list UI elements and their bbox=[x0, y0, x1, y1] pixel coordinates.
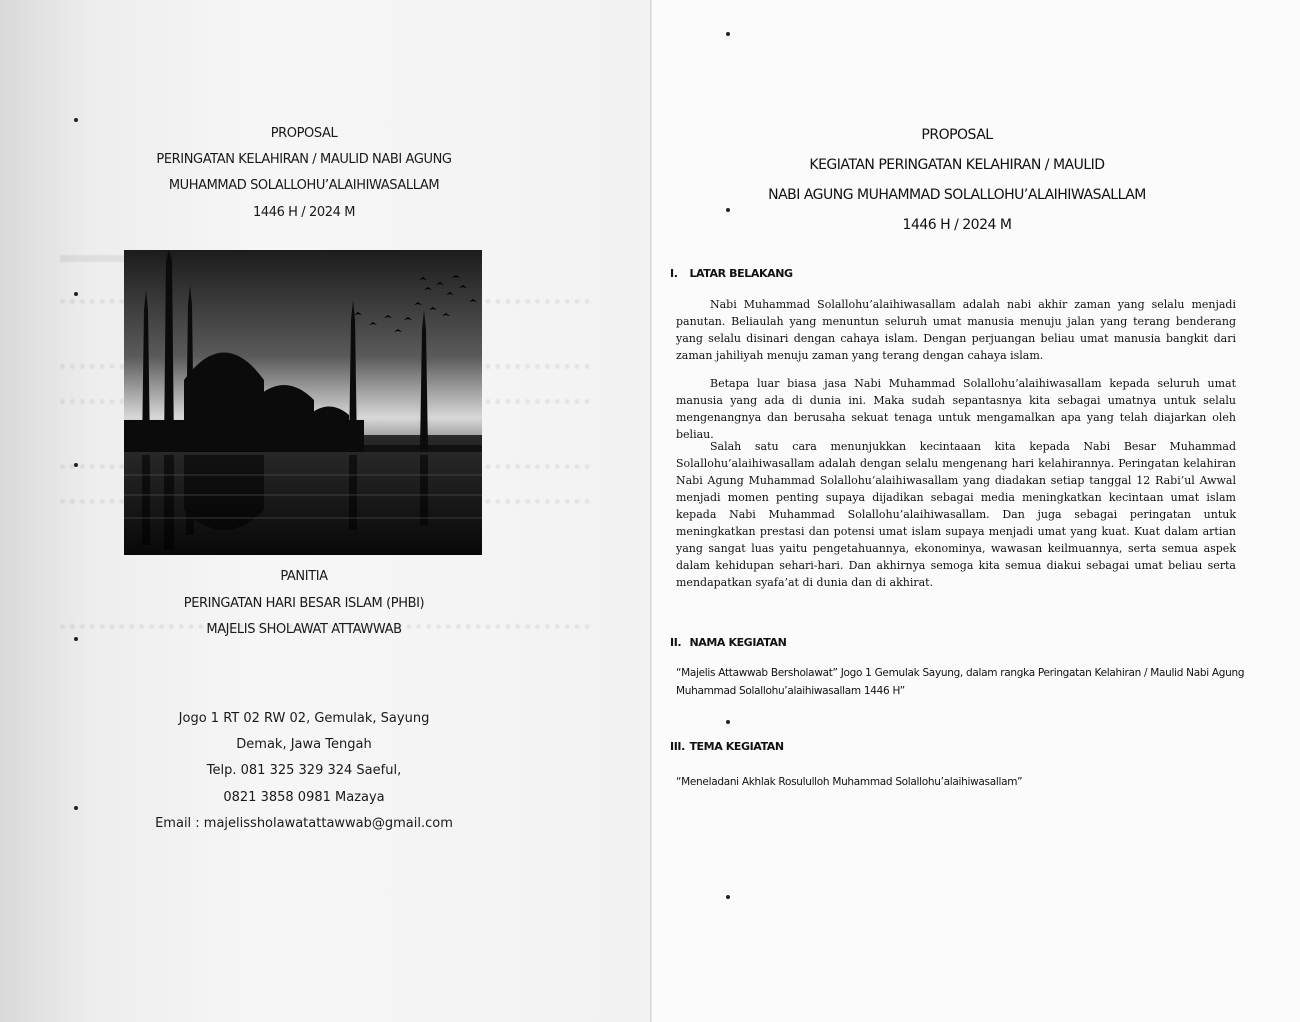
address-line-2: Demak, Jawa Tengah bbox=[236, 737, 372, 752]
proposal-title-1: PROPOSAL bbox=[921, 127, 993, 143]
background-paragraph-1: Nabi Muhammad Solallohu’alaihiwasallam adalah nabi akhir zaman yang selalu menjadi panutan. Beliaulah yang menuntun seluruh umat manusia menuju jalan yang terang benderang yang selalu disinari dengan cahaya islam. Dengan perjuangan beliau umat manusia bangkit dari zaman jahiliyah menuju zaman yang terang dengan cahaya islam. bbox=[676, 298, 1236, 362]
scan-dot bbox=[726, 895, 730, 899]
scan-dot bbox=[726, 720, 730, 724]
event-theme-text: “Meneladani Akhlak Rosululloh Muhammad Solallohu’alaihiwasallam” bbox=[676, 776, 1023, 788]
proposal-title-2: KEGIATAN PERINGATAN KELAHIRAN / MAULID bbox=[809, 157, 1105, 173]
scan-dot bbox=[74, 637, 78, 641]
phone-line-2: 0821 3858 0981 Mazaya bbox=[223, 790, 385, 805]
scan-dot bbox=[74, 806, 78, 810]
committee-line-3: MAJELIS SHOLAWAT ATTAWWAB bbox=[206, 622, 402, 637]
scan-dot bbox=[74, 292, 78, 296]
cover-title-2: PERINGATAN KELAHIRAN / MAULID NABI AGUNG bbox=[156, 152, 452, 167]
event-name-text: “Majelis Attawwab Bersholawat” Jogo 1 Gemulak Sayung, dalam rangka Peringatan Kelahiran / Maulid Nabi Agung Muhammad Solallohu’alaihiwasallam 1446 H” bbox=[676, 667, 1245, 697]
proposal-title-4: 1446 H / 2024 M bbox=[902, 217, 1012, 233]
scan-dot bbox=[74, 118, 78, 122]
section-heading-latar-belakang: I. LATAR BELAKANG bbox=[670, 267, 793, 280]
scan-dot bbox=[74, 463, 78, 467]
background-paragraph-2: Betapa luar biasa jasa Nabi Muhammad Solallohu’alaihiwasallam kepada seluruh umat manusia yang ada di dunia ini. Maka sudah sepantasnya kita sebagai umatnya untuk selalu mengenangnya dan berusaha sekuat tenaga untuk mengamalkan apa yang telah diajarkan oleh beliau. bbox=[676, 377, 1236, 441]
cover-title-3: MUHAMMAD SOLALLOHU’ALAIHIWASALLAM bbox=[168, 178, 440, 193]
committee-line-2: PERINGATAN HARI BESAR ISLAM (PHBI) bbox=[183, 596, 425, 611]
background-paragraph-3: Salah satu cara menunjukkan kecintaaan kita kepada Nabi Besar Muhammad Solallohu’alaihiwasallam adalah dengan selalu mengenang hari kelahirannya. Peringatan kelahiran Nabi Agung Muhammad Solallohu’alaihiwasallam yang diadakan setiap tanggal 12 Rabi’ul Awwal menjadi momen penting supaya dijadikan sebagai media meningkatkan kecintaan umat islam kepada Nabi Muhammad Solallohu’alaihiwasallam. Dan juga sebagai peringatan untuk meningkatkan prestasi dan potensi umat islam supaya menjadi umat yang kuat. Kuat dalam artian yang sangat luas yaitu pengetahuannya, ekonominya, wawasan keilmuannya, serta semua aspek dalam kehidupan sehari-hari. Dan akhirnya semoga kita semua diakui sebagai umat beliau serta mendapatkan syafa’at di dunia dan di akhirat. bbox=[676, 440, 1236, 589]
cover-title-4: 1446 H / 2024 M bbox=[252, 205, 356, 220]
scan-dot bbox=[726, 32, 730, 36]
section-heading-tema-kegiatan: III. TEMA KEGIATAN bbox=[670, 740, 784, 753]
mosque-silhouette-image bbox=[124, 250, 482, 555]
cover-title-1: PROPOSAL bbox=[270, 126, 338, 141]
scan-dot bbox=[726, 208, 730, 212]
email-line: Email : majelissholawatattawwab@gmail.com bbox=[155, 816, 453, 831]
content-page bbox=[652, 0, 1300, 1022]
phone-line-1: Telp. 081 325 329 324 Saeful, bbox=[206, 763, 402, 778]
proposal-title-3: NABI AGUNG MUHAMMAD SOLALLOHU’ALAIHIWASALLAM bbox=[768, 187, 1146, 203]
committee-line-1: PANITIA bbox=[280, 569, 328, 584]
address-line-1: Jogo 1 RT 02 RW 02, Gemulak, Sayung bbox=[178, 711, 430, 726]
section-heading-nama-kegiatan: II. NAMA KEGIATAN bbox=[670, 636, 787, 649]
